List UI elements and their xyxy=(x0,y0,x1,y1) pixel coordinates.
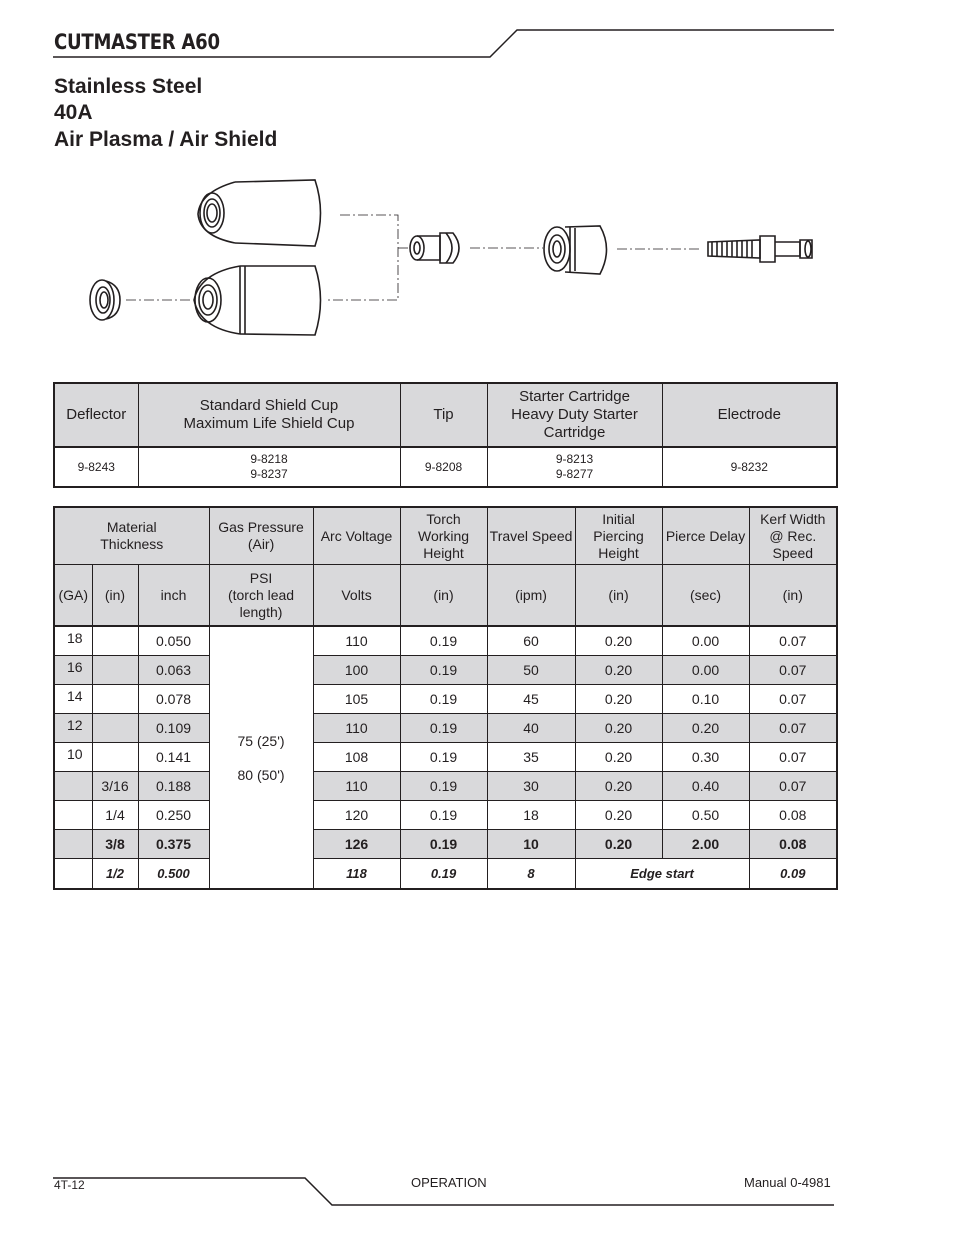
value-shield-cup-max-life: 9-8237 xyxy=(250,467,288,481)
cell-travel-speed: 10 xyxy=(487,830,575,859)
cell-kerf: 0.08 xyxy=(749,801,837,830)
header-shield-cup-standard: Standard Shield Cup xyxy=(199,397,339,414)
cell-in xyxy=(92,714,138,743)
cell-torch-height: 0.19 xyxy=(400,656,487,685)
electrode-icon xyxy=(708,236,812,262)
cell-travel-speed: 8 xyxy=(487,859,575,890)
unit-psi-line2: (torch lead xyxy=(227,586,295,603)
gas-pressure-25ft: 75 (25') xyxy=(237,732,285,749)
cell-torch-height: 0.19 xyxy=(400,801,487,830)
unit-in: (in) xyxy=(92,565,138,627)
cell-torch-height: 0.19 xyxy=(400,859,487,890)
cell-travel-speed: 45 xyxy=(487,685,575,714)
cell-inch: 0.188 xyxy=(138,772,209,801)
unit-travel-speed: (ipm) xyxy=(487,565,575,627)
cell-gas-pressure xyxy=(209,626,313,889)
deflector-icon xyxy=(90,280,120,320)
cell-in xyxy=(92,626,138,656)
gas-pressure-50ft: 80 (50') xyxy=(237,766,285,783)
document-title: CUTMASTER A60 xyxy=(54,30,220,54)
cell-pierce-delay: 0.00 xyxy=(662,626,749,656)
cell-pierce-delay: 2.00 xyxy=(662,830,749,859)
header-material-thickness xyxy=(54,507,209,565)
header-torch-line3: Height xyxy=(423,544,464,561)
header-kerf-width xyxy=(749,507,837,565)
cell-pierce-delay: 0.10 xyxy=(662,685,749,714)
cell-volts: 105 xyxy=(313,685,400,714)
unit-volts: Volts xyxy=(313,565,400,627)
table-row xyxy=(54,801,837,830)
header-material-line1: Material xyxy=(106,519,157,535)
cell-ga: 14 xyxy=(54,685,92,714)
consumable-parts-table xyxy=(53,382,838,488)
header-initial-line1: Initial xyxy=(602,510,635,527)
table-row xyxy=(54,772,837,801)
cell-inch: 0.063 xyxy=(138,656,209,685)
header-electrode: Electrode xyxy=(662,383,837,447)
cell-ga xyxy=(54,830,92,859)
header-starter-line2: Heavy Duty Starter xyxy=(511,406,638,423)
heading-material: Stainless Steel xyxy=(54,75,203,98)
cell-volts: 110 xyxy=(313,714,400,743)
header-kerf-line1: Kerf Width xyxy=(760,510,826,527)
header-kerf-line3: Speed xyxy=(772,544,814,561)
cell-inch: 0.109 xyxy=(138,714,209,743)
cell-torch-height: 0.19 xyxy=(400,830,487,859)
cell-inch: 0.375 xyxy=(138,830,209,859)
cell-inch: 0.500 xyxy=(138,859,209,890)
cell-travel-speed: 18 xyxy=(487,801,575,830)
header-torch-line1: Torch xyxy=(426,510,461,527)
header-shield-cup-max-life: Maximum Life Shield Cup xyxy=(183,415,355,432)
cell-torch-height: 0.19 xyxy=(400,714,487,743)
cell-in xyxy=(92,743,138,772)
cell-piercing-height: 0.20 xyxy=(575,656,662,685)
cell-ga: 18 xyxy=(54,626,92,656)
value-starter xyxy=(487,447,662,487)
cell-piercing-height: 0.20 xyxy=(575,685,662,714)
cell-torch-height: 0.19 xyxy=(400,743,487,772)
header-pierce-delay: Pierce Delay xyxy=(662,507,749,565)
value-shield-cup xyxy=(138,447,400,487)
cell-pierce-delay: 0.20 xyxy=(662,714,749,743)
value-starter-standard: 9-8213 xyxy=(555,452,594,466)
cell-edge-start: Edge start xyxy=(575,859,749,890)
header-initial-piercing-height xyxy=(575,507,662,565)
unit-psi-line1: PSI xyxy=(249,569,273,586)
unit-kerf: (in) xyxy=(749,565,837,627)
tip-icon xyxy=(410,233,459,263)
cell-inch: 0.078 xyxy=(138,685,209,714)
header-arc-voltage: Arc Voltage xyxy=(313,507,400,565)
cell-inch: 0.141 xyxy=(138,743,209,772)
cell-volts: 100 xyxy=(313,656,400,685)
table-row xyxy=(54,685,837,714)
cell-piercing-height: 0.20 xyxy=(575,830,662,859)
table-row xyxy=(54,830,837,859)
cell-ga: 12 xyxy=(54,714,92,743)
table-row xyxy=(54,714,837,743)
cell-in xyxy=(92,685,138,714)
standard-shield-cup-icon xyxy=(198,180,321,246)
section-name: OPERATION xyxy=(411,1175,487,1190)
table-row xyxy=(54,656,837,685)
value-electrode: 9-8232 xyxy=(662,447,837,487)
cell-volts: 110 xyxy=(313,772,400,801)
header-starter xyxy=(487,383,662,447)
cell-in: 3/8 xyxy=(92,830,138,859)
header-initial-line3: Height xyxy=(598,544,639,561)
header-gas-line2: (Air) xyxy=(247,536,275,552)
cell-ga: 10 xyxy=(54,743,92,772)
cut-chart-table xyxy=(53,506,838,890)
cell-kerf: 0.07 xyxy=(749,685,837,714)
cell-piercing-height: 0.20 xyxy=(575,772,662,801)
cell-kerf: 0.07 xyxy=(749,743,837,772)
manual-number: Manual 0-4981 xyxy=(744,1175,831,1190)
cell-pierce-delay: 0.50 xyxy=(662,801,749,830)
page-number: 4T-12 xyxy=(54,1178,85,1192)
cell-travel-speed: 35 xyxy=(487,743,575,772)
value-starter-heavy-duty: 9-8277 xyxy=(555,467,594,481)
cell-volts: 110 xyxy=(313,626,400,656)
cell-ga: 16 xyxy=(54,656,92,685)
header-gas-line1: Gas Pressure xyxy=(218,519,304,535)
unit-torch-height: (in) xyxy=(400,565,487,627)
cell-travel-speed: 50 xyxy=(487,656,575,685)
header-starter-line3: Cartridge xyxy=(543,424,606,441)
cell-ga xyxy=(54,801,92,830)
cell-kerf: 0.07 xyxy=(749,656,837,685)
cell-in: 1/4 xyxy=(92,801,138,830)
cell-volts: 108 xyxy=(313,743,400,772)
cell-inch: 0.250 xyxy=(138,801,209,830)
header-gas-pressure xyxy=(209,507,313,565)
cell-travel-speed: 30 xyxy=(487,772,575,801)
unit-inch: inch xyxy=(138,565,209,627)
header-torch-line2: Working xyxy=(417,527,470,544)
heading-amperage: 40A xyxy=(54,101,93,124)
value-deflector: 9-8243 xyxy=(54,447,138,487)
torch-parts-illustration xyxy=(60,170,840,345)
cell-inch: 0.050 xyxy=(138,626,209,656)
cell-in: 1/2 xyxy=(92,859,138,890)
header-initial-line2: Piercing xyxy=(593,527,644,544)
cell-pierce-delay: 0.30 xyxy=(662,743,749,772)
cell-kerf: 0.08 xyxy=(749,830,837,859)
table-row xyxy=(54,859,837,890)
unit-piercing-height: (in) xyxy=(575,565,662,627)
cell-piercing-height: 0.20 xyxy=(575,743,662,772)
cell-ga xyxy=(54,859,92,890)
cell-kerf: 0.07 xyxy=(749,626,837,656)
header-shield-cup xyxy=(138,383,400,447)
cell-piercing-height: 0.20 xyxy=(575,714,662,743)
table-row xyxy=(54,626,837,656)
cell-in xyxy=(92,656,138,685)
cell-in: 3/16 xyxy=(92,772,138,801)
cell-pierce-delay: 0.00 xyxy=(662,656,749,685)
cell-volts: 126 xyxy=(313,830,400,859)
heading-gas: Air Plasma / Air Shield xyxy=(54,128,278,151)
cell-kerf: 0.07 xyxy=(749,714,837,743)
cell-volts: 118 xyxy=(313,859,400,890)
cell-travel-speed: 60 xyxy=(487,626,575,656)
cell-torch-height: 0.19 xyxy=(400,772,487,801)
unit-psi-line3: length) xyxy=(239,603,283,620)
cell-travel-speed: 40 xyxy=(487,714,575,743)
cell-volts: 120 xyxy=(313,801,400,830)
header-torch-height xyxy=(400,507,487,565)
cell-piercing-height: 0.20 xyxy=(575,626,662,656)
table-row xyxy=(54,743,837,772)
cell-piercing-height: 0.20 xyxy=(575,801,662,830)
starter-cartridge-icon xyxy=(544,226,607,274)
header-tip: Tip xyxy=(400,383,487,447)
value-tip: 9-8208 xyxy=(400,447,487,487)
unit-psi xyxy=(209,565,313,627)
cell-pierce-delay: 0.40 xyxy=(662,772,749,801)
header-kerf-line2: @ Rec. xyxy=(769,527,817,544)
cell-torch-height: 0.19 xyxy=(400,626,487,656)
cell-torch-height: 0.19 xyxy=(400,685,487,714)
unit-ga: (GA) xyxy=(54,565,92,627)
cell-kerf: 0.07 xyxy=(749,772,837,801)
cell-ga xyxy=(54,772,92,801)
max-life-shield-cup-icon xyxy=(194,266,321,335)
unit-pierce-delay: (sec) xyxy=(662,565,749,627)
header-material-line2: Thickness xyxy=(100,536,164,552)
cell-kerf: 0.09 xyxy=(749,859,837,890)
header-starter-line1: Starter Cartridge xyxy=(519,388,630,405)
header-travel-speed: Travel Speed xyxy=(487,507,575,565)
header-deflector: Deflector xyxy=(54,383,138,447)
value-shield-cup-standard: 9-8218 xyxy=(250,452,288,466)
